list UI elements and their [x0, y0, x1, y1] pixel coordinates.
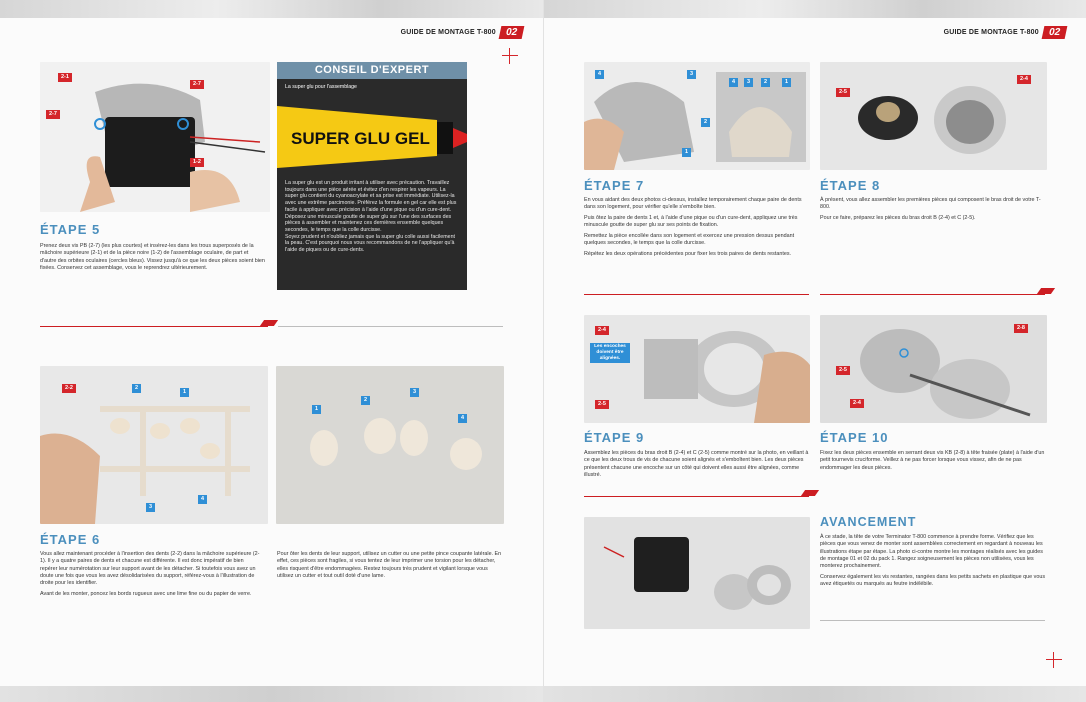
- step9-text: Assemblez les pièces du bras droit B (2-4) et C (2-5) comme montré sur la photo, en veillant à ce que les deux trous de vis de chacune soient alignés et s'emboîtent bien. Les deux pièces présentent chacune une encoche sur un côté qui doivent elles aussi être alignées, comme illustré.: [584, 450, 809, 478]
- progress-title: AVANCEMENT: [820, 515, 917, 529]
- expert-paragraph: Soyez prudent et n'oubliez jamais que la super glu colle aussi facilement la peau. C'est pourquoi nous vous recommandons de ne l'appliquer qu'à l'aide de piques ou de cure-dents.: [285, 233, 456, 254]
- part-label: 2: [361, 396, 370, 405]
- part-label: 4: [595, 70, 604, 79]
- expert-heading: CONSEIL D'EXPERT: [277, 62, 467, 79]
- top-decorative-band: [544, 0, 1086, 18]
- step6-text-right: Pour ôter les dents de leur support, utilisez un cutter ou une petite pince coupante latérale. En effet, ces pièces sont fragiles, si vous tentez de leur imprimer une torsion pour les détacher, elles risquent d'être endommagées. Restez toujours très prudent et vigilant lorsque vous utilisez un cutter et tout outil doté d'une lame.: [277, 551, 502, 579]
- step6-paragraph: Vous allez maintenant procéder à l'insertion des dents (2-2) dans la mâchoire supérieure (2-1). Il y a quatre paires de dents et chacune est différente. Il est donc impératif de bien repérer leur numérotation sur leur support avant de les détacher. Si toutefois vous avez un doute une fois que vous les avez désolidarisées du support, référez-vous à l'illustration de droite pour les identifier.: [40, 551, 260, 587]
- expert-text: [277, 180, 467, 254]
- step6-photo-teeth: [276, 366, 504, 524]
- part-label: 2-1: [58, 73, 72, 82]
- part-label: 1: [782, 78, 791, 87]
- step9-photo: [584, 315, 810, 423]
- part-label: 3: [744, 78, 753, 87]
- bottom-decorative-band: [0, 686, 543, 702]
- step7-paragraph: Remettez la pièce encollée dans son logement et exercez une pression dessus pendant quelques secondes, le temps que la colle durcisse.: [584, 233, 795, 247]
- part-label: 2: [761, 78, 770, 87]
- part-label: 4: [458, 414, 467, 423]
- part-label: 2-5: [836, 88, 850, 97]
- registration-cross-icon: [1046, 652, 1062, 668]
- part-label: 2-8: [1014, 324, 1028, 333]
- right-page: [543, 0, 1086, 702]
- progress-photo: [584, 517, 810, 629]
- step6-title: ÉTAPE 6: [40, 532, 101, 547]
- section-divider: [820, 620, 1045, 621]
- step5-text: Prenez deux vis PB (2-7) (les plus courtes) et insérez-les dans les trous superposés de la mâchoire supérieure (2-1) et de la pièce noire (1-2) de l'assemblage oculaire, de part et d'autre des orbites oculaires (cercles bleus). Vissez jusqu'à ce que les deux pièces soient bien fixées. Conservez cet assemblage, vous le reprendrez ultérieurement.: [40, 243, 265, 271]
- part-label: 1: [312, 405, 321, 414]
- header-title: GUIDE DE MONTAGE T-800: [400, 28, 496, 36]
- bottom-decorative-band: [544, 686, 1086, 702]
- part-label: 1: [682, 148, 691, 157]
- page-header-left: [401, 24, 523, 40]
- step7-text: [584, 197, 809, 262]
- part-label: 2: [132, 384, 141, 393]
- step5-title: ÉTAPE 5: [40, 222, 101, 237]
- part-label: 1: [180, 388, 189, 397]
- part-label: 4: [198, 495, 207, 504]
- step7-title: ÉTAPE 7: [584, 178, 645, 193]
- part-label: 2-7: [46, 110, 60, 119]
- expert-tip-box: [277, 62, 467, 290]
- step5-photo: [40, 62, 270, 212]
- step6-text-left: [40, 551, 262, 602]
- step9-title: ÉTAPE 9: [584, 430, 645, 445]
- part-label: 3: [687, 70, 696, 79]
- step7-paragraph: Puis ôtez la paire de dents 1 et, à l'aide d'une pique ou d'un cure-dent, appliquez une très minuscule goutte de super glu sur ses points de fixation.: [584, 215, 798, 229]
- section-divider: [584, 294, 809, 295]
- progress-text: [820, 534, 1046, 592]
- part-label: 3: [410, 388, 419, 397]
- step10-title: ÉTAPE 10: [820, 430, 889, 445]
- step8-title: ÉTAPE 8: [820, 178, 881, 193]
- step8-photo: [820, 62, 1047, 170]
- top-decorative-band: [0, 0, 543, 18]
- progress-paragraph: À ce stade, la tête de votre Terminator T-800 commence à prendre forme. Vérifiez que les pièces que vous venez de monter sont assemblées correctement en regardant à nouveau les illustrations étape par étape. La photo ci-contre montre les montages réalisés avec les guides de montage 01 et 02 du pack 1. Rangez soigneusement les pièces non utilisées, vous les monterez prochainement.: [820, 534, 1043, 570]
- step7-photo: [584, 62, 810, 170]
- tube-text: SUPER GLU GEL: [291, 129, 430, 148]
- step7-paragraph: En vous aidant des deux photos ci-dessus, installez temporairement chaque paire de dents dans son logement, pour vérifier qu'elle s'emboîte bien.: [584, 197, 802, 211]
- glue-tube-illustration: [277, 98, 467, 168]
- registration-cross-icon: [502, 48, 518, 64]
- part-label: 2-2: [62, 384, 76, 393]
- step7-paragraph: Répétez les deux opérations précédentes pour fixer les trois paires de dents restantes.: [584, 251, 792, 258]
- page-number: 02: [498, 26, 524, 39]
- part-label: 2-5: [836, 366, 850, 375]
- progress-paragraph: Conservez également les vis restantes, rangées dans les petits sachets en plastique que vous avez étiquetés ou marqués au feutre indélébile.: [820, 573, 1046, 588]
- expert-paragraph: La super glu est un produit irritant à utiliser avec précaution. Travaillez toujours dans une pièce aérée et évitez d'en respirer les vapeurs. La super glu contient du cyanoacrylate et sa prise est immédiate. Utilisez-la avec une extrême parcimonie. Préférez la formule en gel car elle est plus facile à appliquer avec précision à l'aide d'une pique ou d'un cure-dent.: [285, 180, 457, 213]
- expert-paragraph: Déposez une minuscule goutte de super glu sur l'une des surfaces des pièces à assembler et maintenez ces dernières ensemble quelques secondes, le temps que la colle durcisse.: [285, 213, 452, 233]
- expert-subtitle: La super glu pour l'assemblage: [285, 84, 357, 90]
- section-divider: [584, 496, 809, 497]
- page-header-right: [944, 24, 1066, 40]
- section-divider: [40, 326, 268, 327]
- section-divider: [278, 326, 503, 327]
- step8-paragraph: Pour ce faire, préparez les pièces du bras droit B (2-4) et C (2-5).: [820, 215, 976, 222]
- part-label: 2-4: [850, 399, 864, 408]
- section-divider: [820, 294, 1045, 295]
- part-label: 2: [701, 118, 710, 127]
- part-label: 1-2: [190, 158, 204, 167]
- step10-text: Fixez les deux pièces ensemble en serrant deux vis KB (2-8) à tête fraisée (plate) à l'aide d'un petit tournevis cruciforme. Veillez à ne pas forcer lorsque vous vissez, afin de ne pas endommager les deux pièces.: [820, 450, 1045, 471]
- part-label: 2-7: [190, 80, 204, 89]
- notch-callout: Les encoches doivent être alignées.: [590, 343, 630, 363]
- part-label: 2-5: [595, 400, 609, 409]
- step8-text: [820, 197, 1045, 226]
- header-title: GUIDE DE MONTAGE T-800: [943, 28, 1039, 36]
- part-label: 4: [729, 78, 738, 87]
- part-label: 2-4: [1017, 75, 1031, 84]
- step6-paragraph: Avant de les monter, poncez les bords rugueux avec une lime fine ou du papier de verre.: [40, 590, 252, 597]
- part-label: 2-4: [595, 326, 609, 335]
- step8-paragraph: À présent, vous allez assembler les premières pièces qui composent le bras droit de votre T-800.: [820, 197, 1041, 211]
- part-label: 3: [146, 503, 155, 512]
- page-number: 02: [1041, 26, 1067, 39]
